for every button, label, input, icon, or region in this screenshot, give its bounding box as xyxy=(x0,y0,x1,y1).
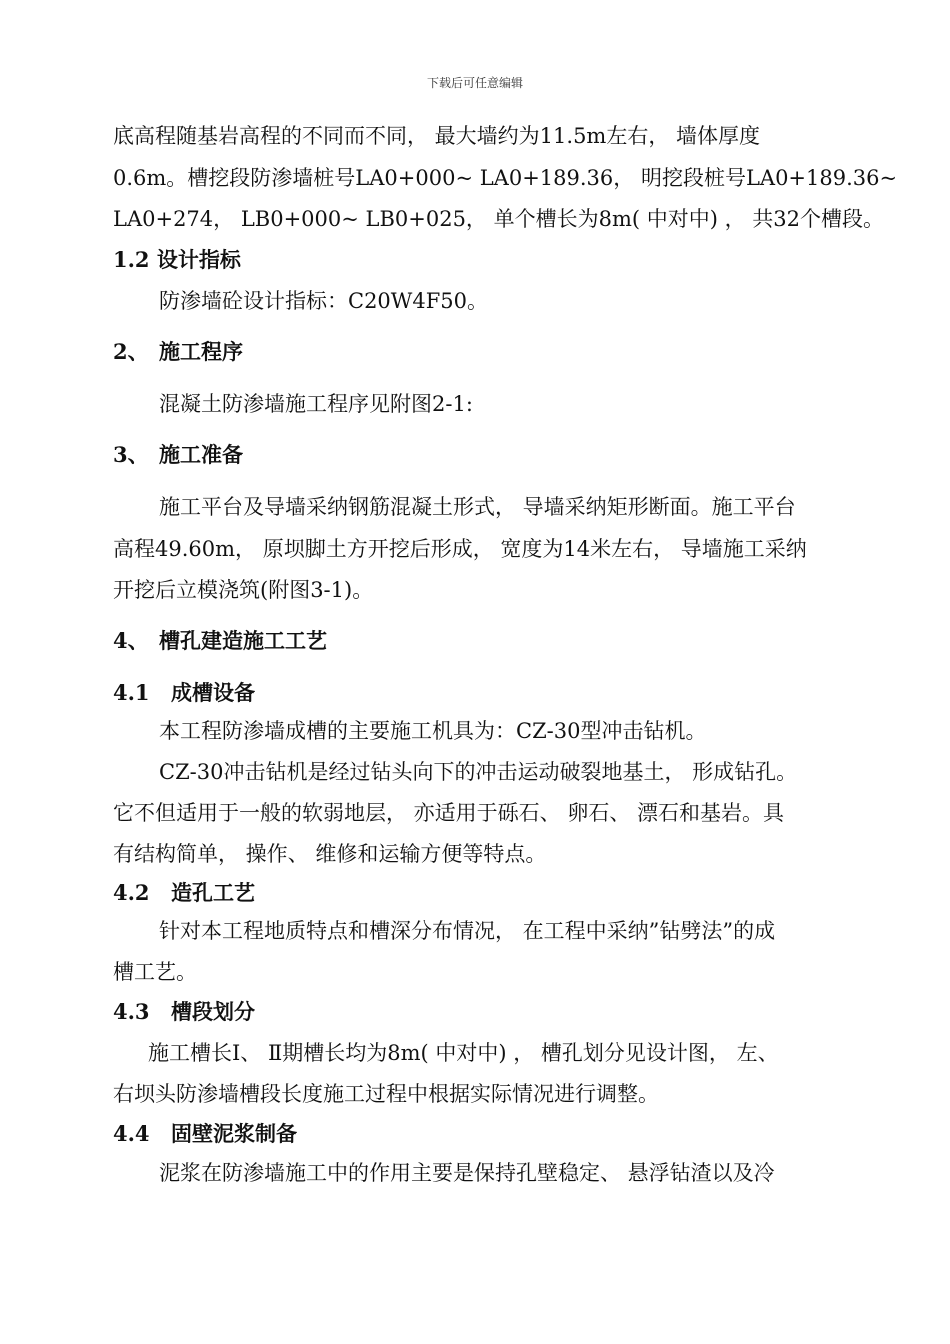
body-line: 施工槽长Ⅰ、 Ⅱ期槽长均为8m( 中对中) ， 槽孔划分见设计图， 左、 xyxy=(148,1041,779,1065)
section-title: 施工准备 xyxy=(159,442,243,467)
body-line: 针对本工程地质特点和槽深分布情况， 在工程中采纳”钻劈法”的成 xyxy=(159,919,776,943)
page-header: 下载后可任意编辑 xyxy=(426,76,523,90)
body-line: 右坝头防渗墙槽段长度施工过程中根据实际情况进行调整。 xyxy=(113,1082,659,1106)
section-title: 成槽设备 xyxy=(171,680,255,705)
body-line: 高程49.60m， 原坝脚土方开挖后形成， 宽度为14米左右， 导墙施工采纳 xyxy=(113,537,807,561)
section-number: 4.2 xyxy=(113,880,150,905)
section-heading-4-1 xyxy=(113,679,255,707)
body-line: 有结构简单， 操作、 维修和运输方便等特点。 xyxy=(113,842,547,866)
body-line: 防渗墙砼设计指标：C20W4F50。 xyxy=(159,289,489,313)
section-title: 设计指标 xyxy=(156,247,241,272)
body-line: 本工程防渗墙成槽的主要施工机具为：CZ-30型冲击钻机。 xyxy=(159,719,707,743)
body-line: 泥浆在防渗墙施工中的作用主要是保持孔壁稳定、 悬浮钻渣以及冷 xyxy=(159,1161,775,1185)
body-line: 施工平台及导墙采纳钢筋混凝土形式， 导墙采纳矩形断面。施工平台 xyxy=(159,495,796,519)
section-number: 3、 xyxy=(113,442,149,467)
section-number: 1.2 xyxy=(113,247,150,272)
body-line: 底高程随基岩高程的不同而不同， 最大墙约为11.5m左右， 墙体厚度 xyxy=(113,124,761,148)
section-title: 造孔工艺 xyxy=(171,880,255,905)
section-heading-2 xyxy=(113,338,243,366)
section-number: 2、 xyxy=(113,339,149,364)
body-line: CZ-30冲击钻机是经过钻头向下的冲击运动破裂地基土， 形成钻孔。 xyxy=(159,760,798,784)
section-title: 施工程序 xyxy=(159,339,243,364)
section-heading-1-2 xyxy=(113,246,241,274)
section-number: 4.4 xyxy=(113,1121,150,1146)
body-line: 混凝土防渗墙施工程序见附图2-1: xyxy=(159,392,473,416)
section-title: 槽孔建造施工工艺 xyxy=(159,628,327,653)
section-number: 4.3 xyxy=(113,999,150,1024)
section-heading-4-3 xyxy=(113,998,255,1026)
section-heading-4 xyxy=(113,627,327,655)
section-heading-4-4 xyxy=(113,1120,297,1148)
section-heading-3 xyxy=(113,441,243,469)
section-title: 槽段划分 xyxy=(171,999,255,1024)
section-number: 4、 xyxy=(113,628,149,653)
body-line: 槽工艺。 xyxy=(113,960,197,984)
section-heading-4-2 xyxy=(113,879,255,907)
body-line: 它不但适用于一般的软弱地层， 亦适用于砾石、 卵石、 漂石和基岩。具 xyxy=(113,801,785,825)
section-title: 固壁泥浆制备 xyxy=(171,1121,297,1146)
body-line: LA0+274， LB0+000~ LB0+025， 单个槽长为8m( 中对中) ， 共32个槽段。 xyxy=(113,207,885,231)
body-line: 开挖后立模浇筑(附图3-1)。 xyxy=(113,578,374,602)
section-number: 4.1 xyxy=(113,680,150,705)
body-line: 0.6m。槽挖段防渗墙桩号LA0+000~ LA0+189.36， 明挖段桩号LA0+189.36~ xyxy=(113,166,898,190)
